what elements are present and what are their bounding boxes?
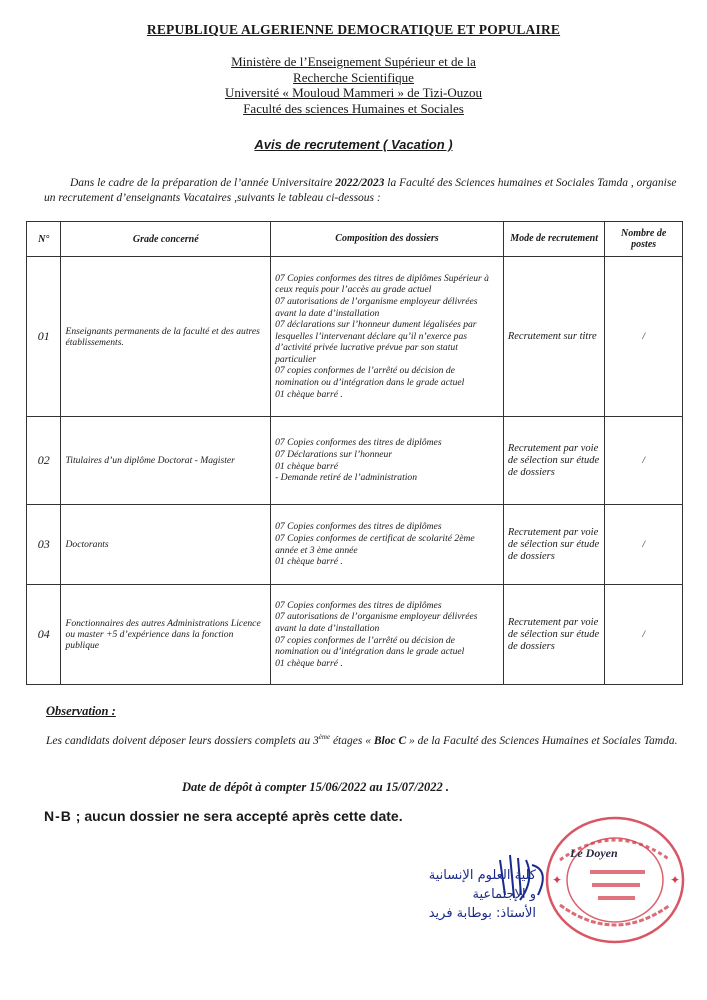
- row-number: 03: [27, 505, 61, 585]
- table-row: [27, 417, 683, 505]
- university-name: Université « Mouloud Mammeri » de Tizi-Ouzou: [224, 85, 483, 100]
- header-mode: Mode de recrutement: [503, 222, 604, 257]
- row-mode: Recrutement par voie de sélection sur étude de dossiers: [503, 417, 604, 505]
- intro-part1: Dans le cadre de la préparation de l’année Universitaire: [70, 177, 336, 189]
- composition-item: 07 copies conformes de l’arrêté ou décision de nomination ou d’intégration dans le grade actuel: [275, 634, 465, 658]
- ministry-line-2: Recherche Scientifique: [293, 69, 414, 85]
- observation-bloc: Bloc C: [373, 734, 407, 747]
- header-no: N°: [27, 222, 61, 257]
- observation-part3: » de la Faculté des Sciences Humaines et Sociales Tamda.: [406, 734, 678, 747]
- row-nombre: /: [605, 505, 683, 585]
- composition-item: 07 autorisations de l’organisme employeur délivrées avant la date d’installation: [275, 611, 478, 634]
- notice-title: Avis de recrutement ( Vacation ): [254, 137, 453, 152]
- row-composition: [271, 417, 504, 505]
- row-grade: Enseignants permanents de la faculté et des autres établissements.: [61, 257, 271, 417]
- svg-text:✦: ✦: [670, 873, 681, 887]
- dean-title: Le Doyen: [570, 846, 618, 860]
- row-grade: Doctorants: [61, 505, 271, 585]
- table-row: [27, 505, 683, 585]
- row-composition: [271, 585, 504, 685]
- signature-ar-line1: كلية العلوم الإنسانية: [428, 868, 536, 883]
- composition-item: - Demande retiré de l’administration: [275, 472, 418, 484]
- table-row: [27, 257, 683, 417]
- intro-part2: la Faculté des Sciences humaines et Sociales Tamda , organise un recrutement d’enseignants Vacataires ,suivants le tableau ci-dessous :: [44, 177, 677, 204]
- composition-item: 07 copies conformes de l’arrêté ou décision de nomination ou d’intégration dans le grade actuel: [275, 365, 465, 389]
- signature-ar-line3: الأستاذ: بوطابة فريد: [428, 906, 536, 921]
- composition-item: 07 déclarations sur l’honneur dument légalisées par lesquelles l’intervenant déclare qu’il n’exerce pas d’activité privée lucrative prévue par son statut particulier: [275, 319, 477, 365]
- composition-item: 07 Copies conformes de certificat de scolarité 2ème année et 3 ème année: [275, 532, 475, 556]
- intro-paragraph: [44, 176, 680, 206]
- nb-label: N-B: [44, 808, 72, 824]
- composition-item: 01 chèque barré .: [275, 556, 343, 568]
- row-mode: Recrutement sur titre: [503, 257, 604, 417]
- institution-block: [0, 54, 707, 116]
- row-number: 01: [27, 257, 61, 417]
- observation-title: Observation :: [46, 704, 116, 718]
- composition-item: 01 chèque barré .: [275, 388, 343, 400]
- composition-item: 07 Copies conformes des titres de diplômes: [275, 521, 442, 533]
- row-number: 02: [27, 417, 61, 505]
- nb-text: ; aucun dossier ne sera accepté après cette date.: [71, 808, 403, 824]
- row-composition: [271, 257, 504, 417]
- ministry-line-1: Ministère de l’Enseignement Supérieur et de la: [231, 54, 476, 69]
- observation-part1: Les candidats doivent déposer leurs dossiers complets au 3: [46, 734, 319, 747]
- deposit-date: Date de dépôt à compter 15/06/2022 au 15/07/2022 .: [182, 780, 449, 794]
- row-number: 04: [27, 585, 61, 685]
- row-grade: Titulaires d’un diplôme Doctorat - Magister: [61, 417, 271, 505]
- handwritten-signature-icon: [490, 840, 563, 910]
- row-composition: [271, 505, 504, 585]
- composition-item: 07 Déclarations sur l’honneur: [275, 448, 393, 460]
- header-composition: Composition des dossiers: [271, 222, 504, 257]
- signature-ar-line2: و الإجتماعية: [472, 887, 536, 902]
- observation-text: [46, 730, 682, 749]
- composition-item: 07 autorisations de l’organisme employeur délivrées avant la date d’installation: [275, 295, 478, 319]
- recruitment-table: [26, 221, 683, 685]
- row-nombre: /: [605, 585, 683, 685]
- row-grade: Fonctionnaires des autres Administrations Licence ou master +5 d’expérience dans la fonction publique: [61, 585, 271, 685]
- nb-note: [44, 808, 403, 824]
- row-nombre: /: [605, 257, 683, 417]
- row-mode: Recrutement par voie de sélection sur étude de dossiers: [503, 585, 604, 685]
- faculty-name: Faculté des sciences Humaines et Sociales: [243, 100, 464, 116]
- composition-item: 01 chèque barré .: [275, 657, 343, 669]
- composition-item: 07 Copies conformes des titres de diplômes Supérieur à ceux requis pour l’accès au grade actuel: [275, 272, 489, 296]
- composition-item: 01 chèque barré: [275, 460, 338, 472]
- composition-item: 07 Copies conformes des titres de diplômes: [275, 437, 442, 449]
- republic-heading: REPUBLIQUE ALGERIENNE DEMOCRATIQUE ET POPULAIRE: [146, 22, 561, 37]
- table-row: [27, 585, 683, 685]
- composition-item: 07 Copies conformes des titres de diplômes: [275, 599, 442, 611]
- row-mode: Recrutement par voie de sélection sur étude de dossiers: [503, 505, 604, 585]
- observation-superscript: ème: [318, 733, 331, 741]
- table-header-row: [27, 222, 683, 257]
- row-nombre: /: [605, 417, 683, 505]
- observation-part2: étages «: [330, 734, 374, 747]
- intro-year: 2022/2023: [335, 177, 385, 189]
- header-nombre: Nombre de postes: [605, 222, 683, 257]
- svg-text:✦: ✦: [552, 873, 563, 887]
- header-grade: Grade concerné: [61, 222, 271, 257]
